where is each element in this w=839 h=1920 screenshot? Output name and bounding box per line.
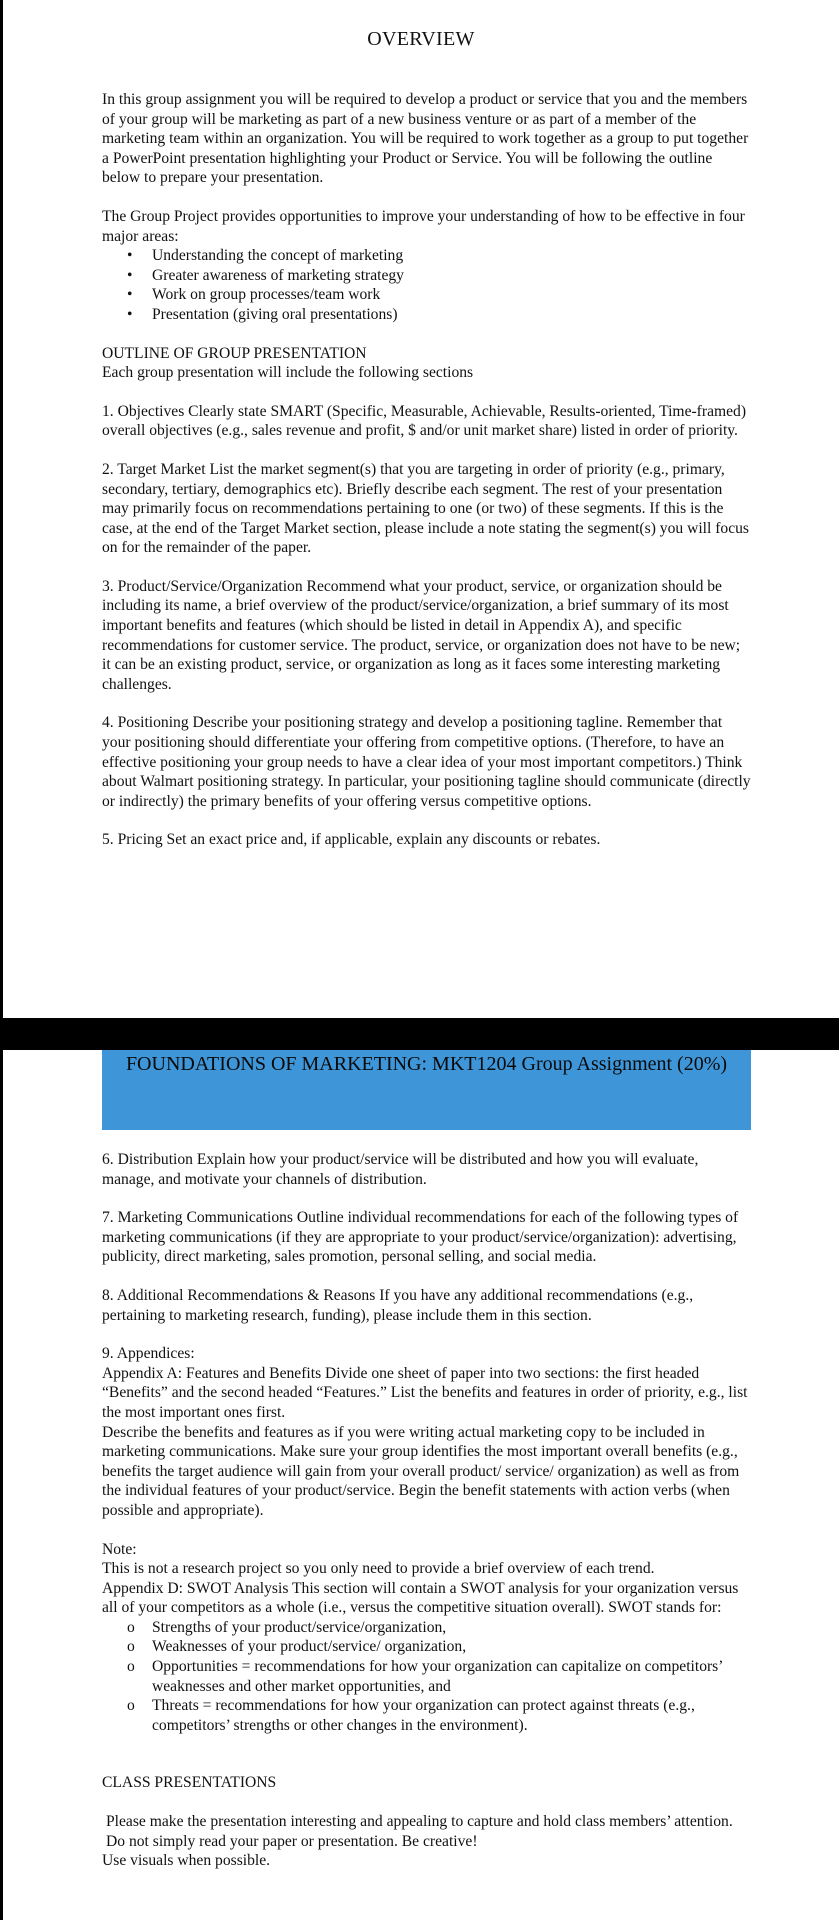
class-presentations-text: Please make the presentation interesting and appealing to capture and hold class members’ attention. Do not simply read your paper or presentation. Be creative!: [106, 1813, 733, 1850]
list-item: • Presentation (giving oral presentations): [152, 305, 752, 325]
document-page-2: [3, 1050, 839, 1920]
page-1-body: [102, 90, 752, 850]
note-label: Note:: [102, 1540, 137, 1558]
note-text: This is not a research project so you only need to provide a brief overview of each trend.: [102, 1560, 655, 1578]
swot-list: [102, 1618, 752, 1736]
assignment-banner: FOUNDATIONS OF MARKETING: MKT1204 Group Assignment (20%): [102, 1050, 751, 1130]
class-presentations-visuals: Use visuals when possible.: [102, 1852, 271, 1870]
section-pricing: 5. Pricing Set an exact price and, if applicable, explain any discounts or rebates.: [102, 831, 601, 849]
appendix-d: Appendix D: SWOT Analysis This section will contain a SWOT analysis for your organization versus all of your competitors as a whole (i.e., versus the competitive situation overall). SWOT stands for:: [102, 1579, 739, 1617]
list-item: • Understanding the concept of marketing: [152, 246, 752, 266]
areas-intro: The Group Project provides opportunities to improve your understanding of how to be effective in four major areas:: [102, 207, 745, 245]
appendix-a-description: Describe the benefits and features as if you were writing actual marketing copy to be included in marketing communications. Make sure your group identifies the most important overall benefits (e.g., benefits the target audience will gain from your overall product/ service/ organization) as well as from the individual features of your product/service. Begin the benefit statements with action verbs (when possible and appropriate).: [102, 1423, 740, 1519]
section-objectives: 1. Objectives Clearly state SMART (Specific, Measurable, Achievable, Results-oriented, Time-framed) overall objectives (e.g., sales revenue and profit, $ and/or unit market share) listed in order of priority.: [102, 402, 747, 440]
areas-list: [102, 246, 752, 324]
intro-paragraph: In this group assignment you will be required to develop a product or service that you and the members of your group will be marketing as part of a new business venture or as part of a member of the marketing team within an organization. You will be required to work together as a group to put together a PowerPoint presentation highlighting your Product or Service. You will be following the outline below to prepare your presentation.: [102, 91, 749, 187]
section-target-market: 2. Target Market List the market segment(s) that you are targeting in order of priority (e.g., primary, secondary, tertiary, demographics etc). Briefly describe each segment. The rest of your presentation may primarily focus on recommendations pertaining to one (or two) of these segments. If this is the case, at the end of the Target Market section, please include a note stating the segment(s) you will focus on for the remainder of the paper.: [102, 460, 750, 557]
page-title: OVERVIEW: [367, 28, 475, 50]
document-page-1: [3, 0, 839, 1018]
outline-subheading: Each group presentation will include the following sections: [102, 364, 474, 382]
list-item: o Strengths of your product/service/organization,: [152, 1618, 752, 1638]
page-2-body: [102, 1150, 752, 1871]
class-presentations-heading: CLASS PRESENTATIONS: [102, 1774, 277, 1792]
list-item: • Work on group processes/team work: [152, 285, 752, 305]
list-item: o Threats = recommendations for how your organization can protect against threats (e.g., competitors’ strengths or other changes in the environment).: [152, 1696, 752, 1735]
section-positioning: 4. Positioning Describe your positioning strategy and develop a positioning tagline. Remember that your positioning should differentiate your offering from competitive options. (Therefore, to have an effective positioning your group needs to have a clear idea of your most important competitors.) Think about Walmart positioning strategy. In particular, your positioning tagline should communicate (directly or indirectly) the primary benefits of your offering versus competitive options.: [102, 714, 751, 810]
section-additional-recommendations: 8. Additional Recommendations & Reasons If you have any additional recommendations (e.g., pertaining to marketing research, funding), please include them in this section.: [102, 1286, 694, 1324]
appendices-heading: 9. Appendices:: [102, 1345, 195, 1363]
list-item: o Opportunities = recommendations for how your organization can capitalize on competitors’ weaknesses and other market opportunities, and: [152, 1657, 752, 1696]
section-product: 3. Product/Service/Organization Recommend what your product, service, or organization should be including its name, a brief overview of the product/service/organization, a brief summary of its most important benefits and features (which should be listed in detail in Appendix A), and specific recommendations for customer service. The product, service, or organization does not have to be new; it can be an existing product, service, or organization as long as it faces some interesting marketing challenges.: [102, 577, 741, 693]
list-item: o Weaknesses of your product/service/ organization,: [152, 1637, 752, 1657]
appendix-a: Appendix A: Features and Benefits Divide one sheet of paper into two sections: the first headed “Benefits” and the second headed “Features.” List the benefits and features in order of priority, e.g., list the most important ones first.: [102, 1364, 748, 1421]
section-marketing-communications: 7. Marketing Communications Outline individual recommendations for each of the following types of marketing communications (if they are appropriate to your product/service/organization): advertising, publicity, direct marketing, sales promotion, personal selling, and social media.: [102, 1209, 739, 1266]
section-distribution: 6. Distribution Explain how your product/service will be distributed and how you will evaluate, manage, and motivate your channels of distribution.: [102, 1151, 699, 1188]
outline-heading: OUTLINE OF GROUP PRESENTATION: [102, 344, 367, 362]
list-item: • Greater awareness of marketing strategy: [152, 266, 752, 286]
